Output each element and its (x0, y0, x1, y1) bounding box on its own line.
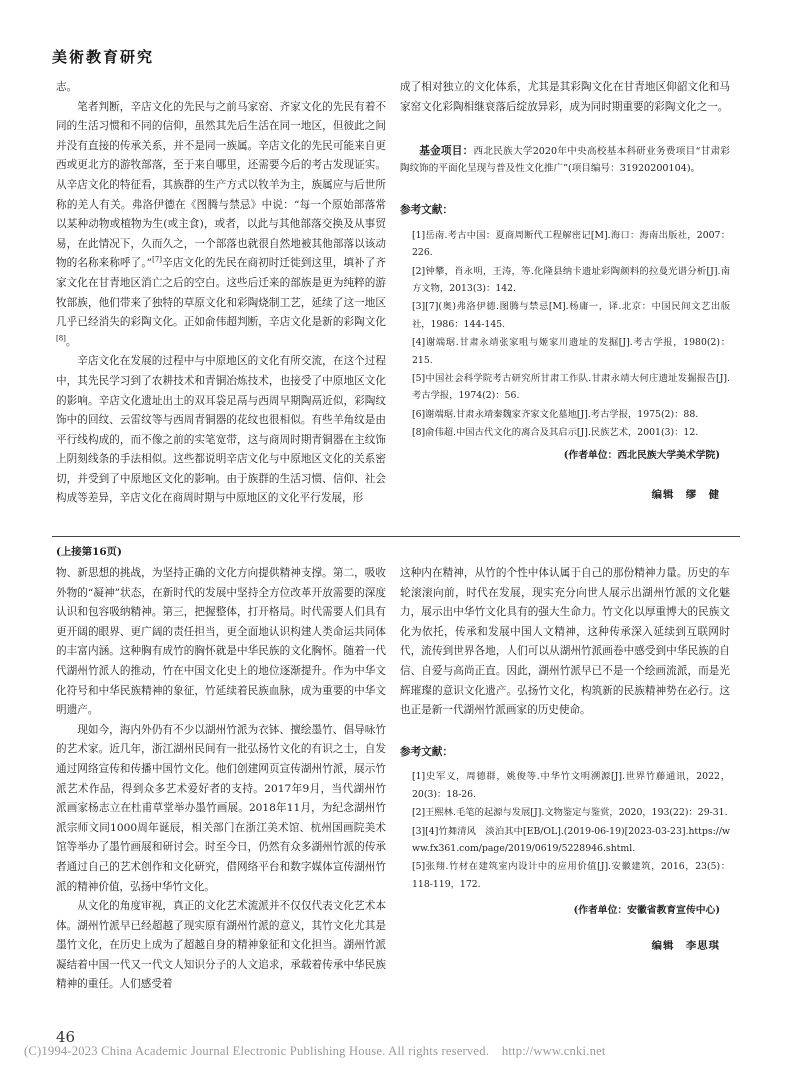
paragraph: 成了相对独立的文化体系，尤其是其彩陶文化在甘青地区仰韶文化和马家窑文化彩陶相继衰落后绽放异彩，成为同时期重要的彩陶文化之一。 (400, 81, 730, 113)
paragraph: 笔者判断，辛店文化的先民与之前马家窑、齐家文化的先民有着不同的生活习惯和不同的信仰，虽然其先后生活在同一地区，但彼此之间并没有直接的传承关系，并不是同一族属。辛店文化的先民可能来自更西或更北方的游牧部落，至于来自哪里，还需要今后的考古发现证实。从辛店文化的特征看，其族群的生产方式以牧羊为主，族属应与后世所称的羌人有关。弗洛伊德在《图腾与禁忌》中说：“每一个原始部落常以某种动物或植物为生(或主食)，或者，以此与其他部落交换及从事贸易，在此情况下，久而久之，一个部落也就很自然地被其他部落以该动物的名称来称呼了。”[7]辛店文化的先民在商初时迁徙到这里，填补了齐家文化在甘青地区消亡之后的空白。这些后迁来的部族是更为纯粹的游牧部族，他们带来了独特的草原文化和彩陶烧制工艺，延续了这一地区几乎已经消失的彩陶文化。正如俞伟超判断，辛店文化是新的彩陶文化[8]。 (56, 100, 386, 348)
article-column-left-top (56, 78, 386, 509)
reference-item: [8]俞伟超.中国古代文化的离合及其启示[J].民族艺术，2001(3)：12. (412, 427, 699, 439)
copyright-footer: (C)1994-2023 China Academic Journal Electronic Publishing House. All rights reserved. http://www.cnki.net (24, 1044, 606, 1058)
reference-item: [2]钟攀，肖永明，王涛，等.化隆县纳卡遗址彩陶颜料的拉曼光谱分析[J].南方文物，2013(3)：142. (412, 265, 730, 294)
paragraph: 现如今，海内外仍有不少以湖州竹派为衣钵、擅绘墨竹、倡导咏竹的艺术家。近几年，浙江湖州民间有一批弘扬竹文化的有识之士，自发通过网络宣传和传播中国竹文化。他们创建网页宣传湖州竹派，展示竹派艺术作品，得到众多艺术爱好者的支持。2017年9月，当代湖州竹派画家杨志立在杜甫草堂举办墨竹画展。2018年11月，为纪念湖州竹派宗师文同1000周年诞辰，相关部门在浙江美术馆、杭州国画院美术馆等举办了墨竹画展和研讨会。时至今日，仍然有众多湖州竹派的传承者通过自己的艺术创作和文化研究，借网络平台和数字媒体宣传湖州竹派的精神价值，弘扬中华竹文化。 (56, 723, 386, 893)
reference-list (400, 227, 730, 442)
editor-credit: 编辑 李思琪 (651, 940, 720, 952)
reference-item: [1]岳南.考古中国：夏商周断代工程解密记[M].海口：海南出版社，2007：226. (412, 229, 730, 259)
author-affiliation: (作者单位：西北民族大学美术学院) (563, 450, 720, 461)
continued-from-note: (上接第16页) (56, 546, 122, 558)
paragraph: 辛店文化在发展的过程中与中原地区的文化有所交流，在这个过程中，其先民学习到了农耕技术和青铜冶炼技术，也接受了中原地区文化的影响。辛店文化遗址出土的双耳袋足鬲与西周早期陶鬲近似，彩陶纹饰中的回纹、云雷纹等与西周青铜器的花纹也很相似。有些羊角纹是由平行线构成的，而不像之前的实笔宽带，这与商周时期青铜器在主纹饰上阴刻线条的手法相似。这些都说明辛店文化与中原地区文化的关系密切，并受到了中原地区文化的影响。由于族群的生活习惯、信仰、社会构成等差异，辛店文化在商周时期与中原地区的文化平行发展，形 (56, 355, 386, 505)
reference-item: [6]谢端琚.甘肃永靖秦魏家齐家文化墓地[J].考古学报，1975(2)：88. (412, 408, 699, 420)
reference-item: [4]谢端琚.甘肃永靖张家咀与姬家川遗址的发掘[J].考古学报，1980(2)：215. (412, 337, 730, 366)
fund-label: 基金项目： (419, 145, 474, 158)
fund-text: 西北民族大学2020年中央高校基本科研业务费项目“甘肃彩陶纹饰的平面化呈现与普及性文化推广”(项目编号：31920200104)。 (400, 146, 730, 175)
fund-note (400, 143, 730, 177)
references-title: 参考文献： (400, 745, 453, 758)
editor-credit: 编辑 缪 健 (651, 489, 720, 501)
journal-title: 美術教育研究 (52, 48, 155, 66)
paragraph: 物、新思想的挑战，为坚持正确的文化方向提供精神支撑。第二，吸收外物的“凝神”状态，在新时代的发展中坚持全方位改革开放需要的深度认识和包容吸纳精神。第三，把握整体，打开格局。时代需要人们具有更开阔的眼界、更广阔的责任担当，更全面地认识构建人类命运共同体的丰富内涵。这种胸有成竹的胸怀就是中华民族的文化胸怀。随着一代代湖州竹派人的推动，竹在中国文化史上的地位逐渐提升。作为中华文化符号和中华民族精神的象征，竹延续着民族血脉，成为重要的中华文明遗产。 (56, 567, 386, 717)
article-column-right-bottom (400, 564, 730, 902)
author-affiliation: (作者单位：安徽省教育宣传中心) (573, 905, 720, 916)
article-column-left-bottom (56, 564, 386, 995)
citation-marker: [7] (152, 255, 163, 264)
references-title: 参考文献： (400, 204, 453, 217)
reference-list (400, 768, 730, 893)
reference-item: [3][7](奥)弗洛伊德.图腾与禁忌[M].杨庸一，译.北京：中国民间文艺出版社，1986：144-145. (412, 301, 730, 330)
reference-item: [1]史军义，周德群，姚俊等.中华竹文明溯源[J].世界竹藤通讯，2022，20(3)：18-26. (412, 771, 730, 800)
reference-item: [2]王熙林.毛笔的起源与发展[J].文物鉴定与鉴赏，2020，193(22)：29-31. (412, 807, 728, 819)
article-column-right-top (400, 78, 730, 451)
citation-marker: [8] (56, 334, 66, 343)
reference-item: [3][4]竹舞清风 淡泊其中[EB/OL].(2019-06-19)[2023-03-23].https://www.fx361.com/page/2019/0619/5228946.shtml. (412, 825, 730, 854)
section-divider (52, 536, 740, 537)
reference-item: [5]张翔.竹材在建筑室内设计中的应用价值[J].安徽建筑，2016，23(5)：118-119，172. (412, 861, 730, 890)
reference-item: [5]中国社会科学院考古研究所甘肃工作队.甘肃永靖大何庄遗址发掘报告[J].考古学报，1974(2)：56. (412, 373, 730, 402)
page-number: 46 (56, 1028, 76, 1046)
paragraph: 这种内在精神，从竹的个性中体认属于自己的那份精神力量。历史的车轮滚滚向前，时代在发展，现实充分向世人展示出湖州竹派的文化魅力，展示出中华竹文化具有的强大生命力。竹文化以厚重博大的民族文化为依托，传承和发展中国人文精神，这种传承深入延续到互联网时代，流传到世界各地，人们可以从湖州竹派画卷中感受到中华民族的自信、自爱与高尚正直。因此，湖州竹派早已不是一个绘画流派，而是光辉璀璨的意识文化遗产。弘扬竹文化，构筑新的民族精神势在必行。这也正是新一代湖州竹派画家的历史使命。 (400, 567, 730, 717)
paragraph: 从文化的角度审视，真正的文化艺术流派并不仅仅代表文化艺术本体。湖州竹派早已经超越了现实原有湖州竹派的意义，其竹文化尤其是墨竹文化，在历史上成为了超越自身的精神象征和文化担当。湖州竹派凝结着中国一代又一代文人知识分子的人文追求，承载着传承中华民族精神的重任。人们感受着 (56, 900, 386, 991)
paragraph: 志。 (56, 81, 78, 93)
